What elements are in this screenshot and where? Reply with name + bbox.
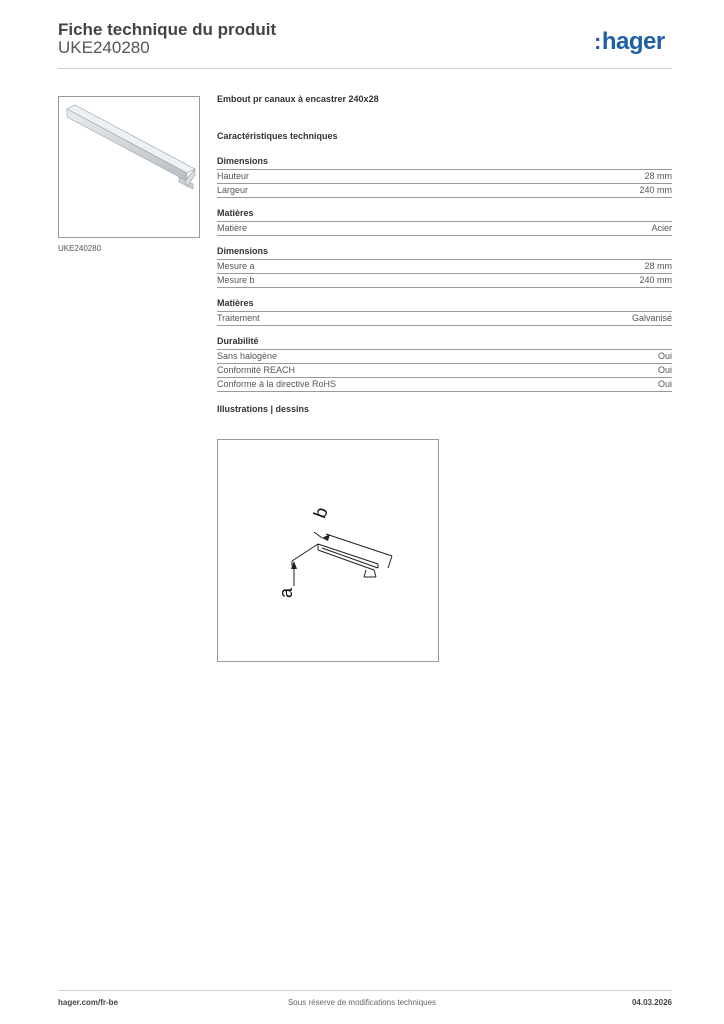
spec-row	[217, 350, 672, 364]
header-divider	[58, 68, 672, 69]
spec-value: Oui	[657, 379, 672, 389]
logo-text: hager	[601, 28, 665, 55]
spec-section-durability	[217, 335, 672, 392]
product-image	[58, 96, 200, 238]
footer-website-link[interactable]: hager.com/fr-be	[58, 998, 119, 1007]
technical-drawing	[217, 439, 439, 662]
section-title: Dimensions	[217, 245, 672, 260]
product-name: Embout pr canaux à encastrer 240x28	[217, 94, 379, 104]
spec-row	[217, 312, 672, 326]
spec-label: Matière	[217, 223, 248, 233]
spec-value: Acier	[651, 223, 672, 233]
spec-section-materials	[217, 207, 672, 236]
spec-label: Conformité REACH	[217, 365, 296, 375]
spec-label: Traitement	[217, 313, 260, 323]
spec-row	[217, 184, 672, 198]
spec-label: Sans halogène	[217, 351, 278, 361]
spec-section-dimensions	[217, 155, 672, 198]
dimension-label-a: a	[276, 587, 296, 598]
spec-label: Largeur	[217, 185, 249, 195]
spec-value: 28 mm	[644, 261, 672, 271]
section-title: Dimensions	[217, 155, 672, 170]
logo-colon-mark: :	[594, 29, 601, 54]
product-photo-icon	[59, 97, 199, 237]
dimension-drawing-icon	[218, 440, 438, 661]
footer-divider	[58, 990, 672, 991]
spec-value: Oui	[657, 365, 672, 375]
spec-row	[217, 378, 672, 392]
tech-characteristics-heading: Caractéristiques techniques	[217, 131, 338, 141]
footer-date: 04.03.2026	[631, 998, 672, 1007]
spec-value: 240 mm	[639, 185, 672, 195]
spec-section-dimensions-2	[217, 245, 672, 288]
spec-row	[217, 274, 672, 288]
illustrations-heading: Illustrations | dessins	[217, 404, 310, 414]
spec-value: Oui	[657, 351, 672, 361]
section-title: Matières	[217, 207, 672, 222]
spec-value: Galvanisé	[631, 313, 672, 323]
spec-row	[217, 222, 672, 236]
product-image-caption: UKE240280	[58, 244, 102, 253]
spec-row	[217, 170, 672, 184]
product-code-heading: UKE240280	[58, 38, 150, 57]
section-title: Matières	[217, 297, 672, 312]
spec-row	[217, 364, 672, 378]
spec-value: 240 mm	[639, 275, 672, 285]
spec-label: Conforme à la directive RoHS	[217, 379, 337, 389]
dimension-label-b: b	[309, 504, 332, 521]
spec-label: Mesure a	[217, 261, 255, 271]
spec-label: Mesure b	[217, 275, 255, 285]
section-title: Durabilité	[217, 335, 672, 350]
spec-row	[217, 260, 672, 274]
spec-value: 28 mm	[644, 171, 672, 181]
footer-disclaimer: Sous réserve de modifications techniques	[287, 998, 437, 1007]
spec-section-materials-2	[217, 297, 672, 326]
page-title: Fiche technique du produit	[58, 20, 277, 39]
hager-logo	[594, 28, 665, 56]
spec-label: Hauteur	[217, 171, 250, 181]
spec-content	[217, 94, 672, 416]
